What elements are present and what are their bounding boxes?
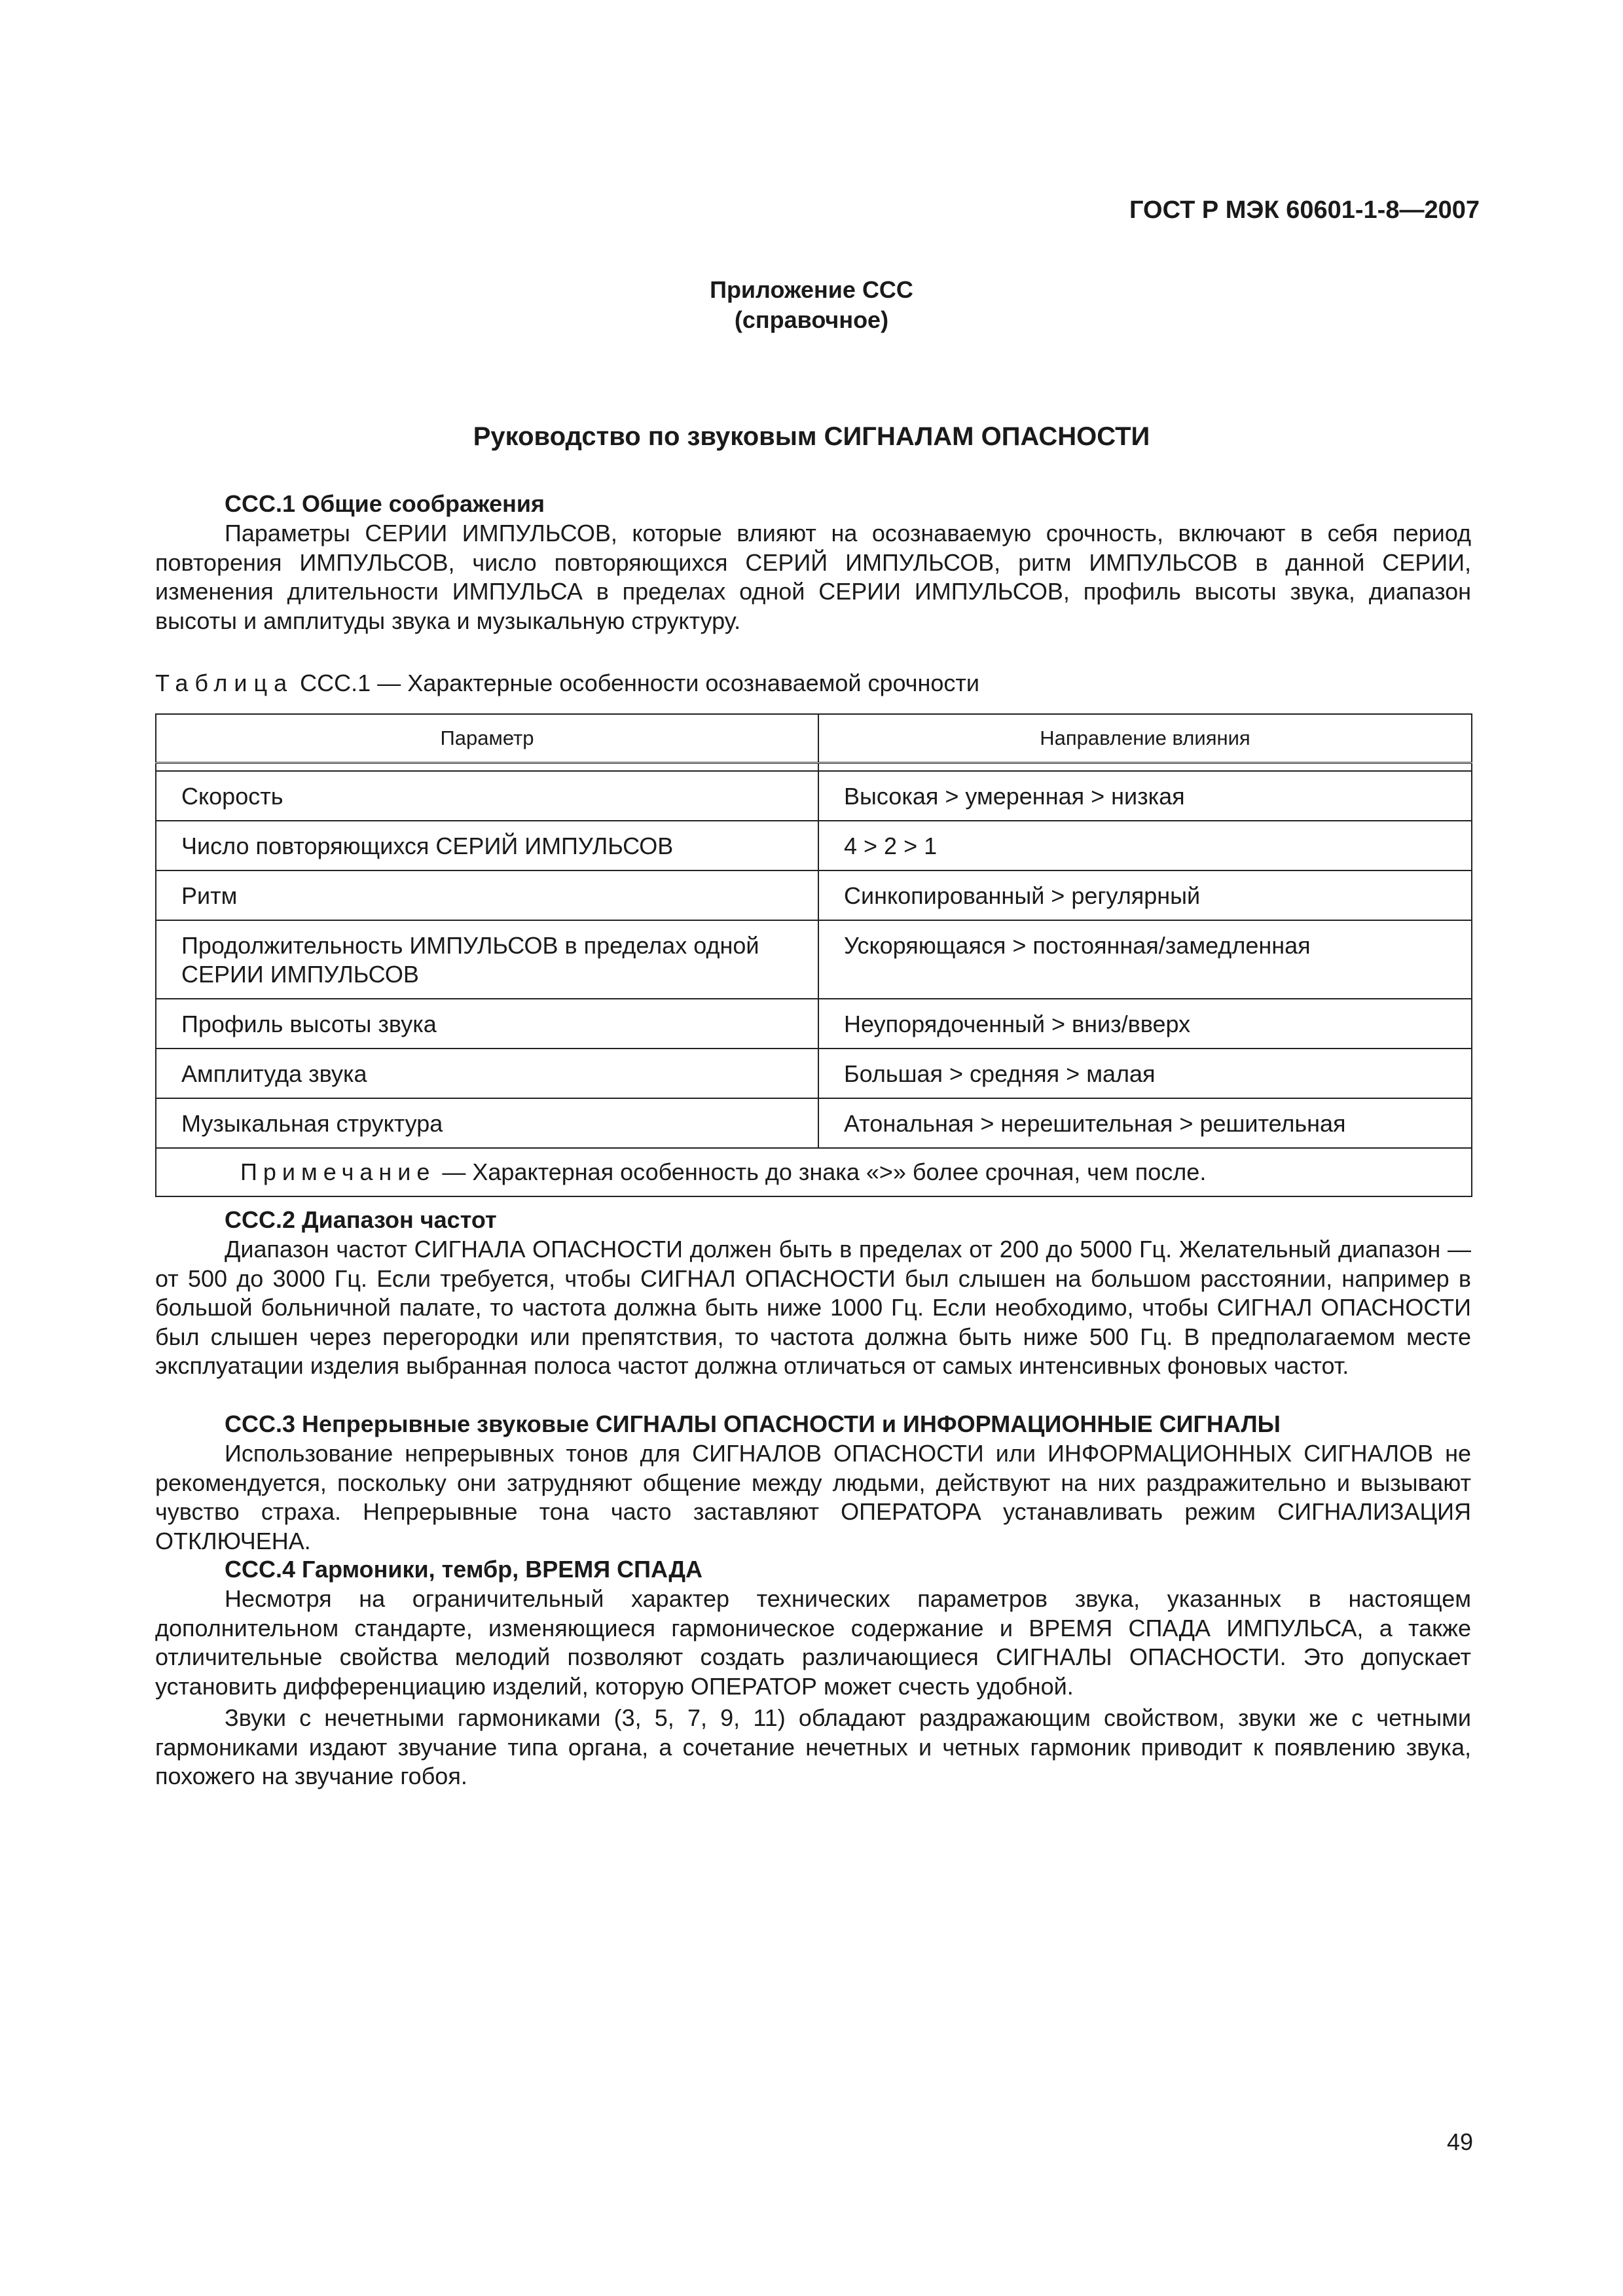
cell-parameter: Продолжительность ИМПУЛЬСОВ в пределах одной СЕРИИ ИМПУЛЬСОВ bbox=[156, 920, 818, 999]
table-caption-text: ССС.1 — Характерные особенности осознаваемой срочности bbox=[300, 670, 980, 696]
section-3-body bbox=[155, 1439, 1471, 1556]
page-number: 49 bbox=[1446, 2128, 1473, 2155]
table-caption-label: Таблица bbox=[155, 670, 294, 696]
section-1-body bbox=[155, 519, 1471, 636]
cell-direction: Высокая > умеренная > низкая bbox=[818, 771, 1472, 821]
header-direction: Направление влияния bbox=[818, 714, 1472, 763]
document-title: Руководство по звуковым СИГНАЛАМ ОПАСНОСТИ bbox=[473, 422, 1150, 451]
standard-code: ГОСТ Р МЭК 60601-1-8—2007 bbox=[1129, 196, 1480, 224]
table-divider bbox=[156, 763, 1472, 772]
note-text: — Характерная особенность до знака «>» более срочная, чем после. bbox=[442, 1158, 1207, 1185]
cell-direction: Синкопированный > регулярный bbox=[818, 870, 1472, 920]
cell-direction: Атональная > нерешительная > решительная bbox=[818, 1098, 1472, 1148]
cell-direction: Ускоряющаяся > постоянная/замедленная bbox=[818, 920, 1472, 999]
cell-direction: Большая > средняя > малая bbox=[818, 1049, 1472, 1098]
cell-parameter: Ритм bbox=[156, 870, 818, 920]
paragraph: Диапазон частот СИГНАЛА ОПАСНОСТИ должен быть в пределах от 200 до 5000 Гц. Желательный диапазон — от 500 до 3000 Гц. Если требуется, чтобы СИГНАЛ ОПАСНОСТИ был слышен на большом расстоянии, например в большой больничной палате, то частота должна быть ниже 1000 Гц. Если необходимо, чтобы СИГНАЛ ОПАСНОСТИ был слышен через перегородки или препятствия, то частота должна быть ниже 500 Гц. В предполагаемом месте эксплуатации изделия выбранная полоса частот должна отличаться от самых интенсивных фоновых частот. bbox=[155, 1236, 1471, 1379]
cell-direction: Неупорядоченный > вниз/вверх bbox=[818, 999, 1472, 1049]
header-parameter: Параметр bbox=[156, 714, 818, 763]
cell-parameter: Амплитуда звука bbox=[156, 1049, 818, 1098]
table-row bbox=[156, 999, 1472, 1049]
note-label: Примечание bbox=[240, 1158, 436, 1185]
paragraph: Звуки с нечетными гармониками (3, 5, 7, 9, 11) обладают раздражающим свойством, звуки же с четными гармониками издают звучание типа органа, а сочетание нечетных и четных гармоник приводит к появлению звука, похожего на звучание гобоя. bbox=[155, 1704, 1471, 1789]
paragraph: Использование непрерывных тонов для СИГНАЛОВ ОПАСНОСТИ или ИНФОРМАЦИОННЫХ СИГНАЛОВ не рекомендуется, поскольку они затрудняют общение между людьми, действуют на них раздражительно и вызывают чувство страха. Непрерывные тона часто заставляют ОПЕРАТОРА устанавливать режим СИГНАЛИЗАЦИЯ ОТКЛЮЧЕНА. bbox=[155, 1440, 1471, 1554]
table-caption bbox=[155, 670, 979, 697]
paragraph: Несмотря на ограничительный характер технических параметров звука, указанных в настоящем дополнительном стандарте, изменяющиеся гармоническое содержание и ВРЕМЯ СПАДА ИМПУЛЬСА, а также отличительные свойства мелодий позволяют создать различающиеся СИГНАЛЫ ОПАСНОСТИ. Это допускает установить дифференциацию изделий, которую ОПЕРАТОР может счесть удобной. bbox=[155, 1585, 1471, 1700]
section-heading-3: ССС.3 Непрерывные звуковые СИГНАЛЫ ОПАСНОСТИ и ИНФОРМАЦИОННЫЕ СИГНАЛЫ bbox=[225, 1410, 1281, 1437]
table-row bbox=[156, 771, 1472, 821]
cell-parameter: Музыкальная структура bbox=[156, 1098, 818, 1148]
cell-parameter: Число повторяющихся СЕРИЙ ИМПУЛЬСОВ bbox=[156, 821, 818, 870]
table-row bbox=[156, 920, 1472, 999]
table-row bbox=[156, 1098, 1472, 1148]
table-note-row bbox=[156, 1148, 1472, 1196]
section-4-body bbox=[155, 1585, 1471, 1791]
section-heading-1: ССС.1 Общие соображения bbox=[225, 490, 545, 517]
table-header-row bbox=[156, 714, 1472, 763]
cell-direction: 4 > 2 > 1 bbox=[818, 821, 1472, 870]
paragraph: Параметры СЕРИИ ИМПУЛЬСОВ, которые влияют на осознаваемую срочность, включают в себя период повторения ИМПУЛЬСОВ, число повторяющихся СЕРИЙ ИМПУЛЬСОВ, ритм ИМПУЛЬСОВ в данной СЕРИИ, изменения длительности ИМПУЛЬСА в пределах одной СЕРИИ ИМПУЛЬСОВ, профиль высоты звука, диапазон высоты и амплитуды звука и музыкальную структуру. bbox=[155, 520, 1471, 634]
annex-type: (справочное) bbox=[734, 306, 889, 333]
annex-title: Приложение ССС bbox=[710, 276, 913, 303]
cell-parameter: Скорость bbox=[156, 771, 818, 821]
section-heading-2: ССС.2 Диапазон частот bbox=[225, 1206, 497, 1233]
cell-parameter: Профиль высоты звука bbox=[156, 999, 818, 1049]
urgency-table bbox=[155, 713, 1472, 1197]
table-note bbox=[156, 1148, 1472, 1196]
table-row bbox=[156, 1049, 1472, 1098]
table-row bbox=[156, 870, 1472, 920]
table-row bbox=[156, 821, 1472, 870]
section-heading-4: ССС.4 Гармоники, тембр, ВРЕМЯ СПАДА bbox=[225, 1556, 702, 1583]
section-2-body bbox=[155, 1235, 1471, 1381]
